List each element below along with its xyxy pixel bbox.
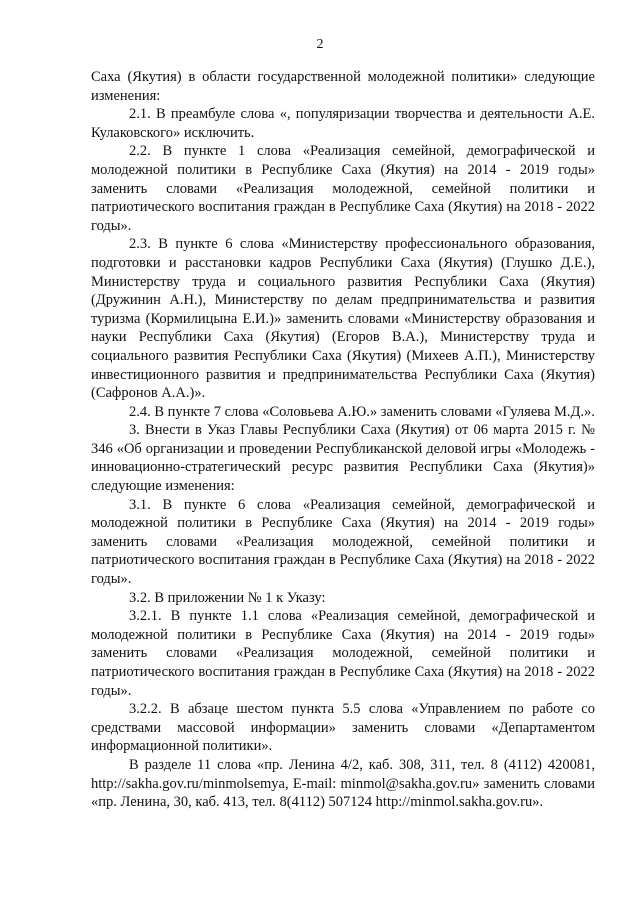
paragraph-continuation: Саха (Якутия) в области государственной молодежной политики» следующие изменения: [91, 69, 595, 104]
paragraph-section-11: В разделе 11 слова «пр. Ленина 4/2, каб. 308, 311, тел. 8 (4112) 420081, http://sakha.gov.ru/minmolsemya, E-mail: minmol@sakha.gov.ru» заменить словами «пр. Ленина, 30, каб. 413, тел. 8(4112) 507124 http://minmol.sakha.gov.ru». [91, 756, 595, 811]
paragraph-2-2: 2.2. В пункте 1 слова «Реализация семейной, демографической и молодежной политики в Республике Саха (Якутия) на 2014 - 2019 годы» заменить словами «Реализация молодежной, семейной политики и патриотического воспитания граждан в Республике Саха (Якутия) на 2018 - 2022 годы». [91, 143, 595, 234]
paragraph-2-4: 2.4. В пункте 7 слова «Соловьева А.Ю.» заменить словами «Гуляева М.Д.». [129, 403, 595, 420]
page-number: 2 [316, 37, 324, 52]
document-body [91, 68, 595, 812]
paragraph-2-3: 2.3. В пункте 6 слова «Министерству профессионального образования, подготовки и расстановки кадров Республики Саха (Якутия) (Глушко Д.Е.), Министерству труда и социального развития Республики Саха (Якутия) (Дружинин А.Н.), Министерству по делам предпринимательства и развития туризма (Кормилицына Е.И.)» заменить словами «Министерству образования и науки Республики Саха (Якутия) (Егоров В.А.), Министерству труда и социального развития Республики Саха (Якутия) (Михеев А.П.), Министерству инвестиционного развития и предпринимательства Республики Саха (Якутия) (Сафронов А.А.)». [91, 236, 595, 402]
paragraph-3-2: 3.2. В приложении № 1 к Указу: [129, 589, 326, 606]
paragraph-3: 3. Внести в Указ Главы Республики Саха (Якутия) от 06 марта 2015 г. № 346 «Об организации и проведении Республиканской деловой игры «Молодежь - инновационно-стратегический ресурс развития Республики Саха (Якутия)» следующие изменения: [91, 422, 595, 495]
paragraph-3-1: 3.1. В пункте 6 слова «Реализация семейной, демографической и молодежной политики в Республике Саха (Якутия) на 2014 - 2019 годы» заменить словами «Реализация молодежной, семейной политики и патриотического воспитания граждан в Республике Саха (Якутия) на 2018 - 2022 годы». [91, 496, 595, 588]
paragraph-2-1: 2.1. В преамбуле слова «, популяризации творчества и деятельности А.Е. Кулаковского» исключить. [91, 106, 595, 141]
paragraph-3-2-2: 3.2.2. В абзаце шестом пункта 5.5 слова «Управлением по работе со средствами массовой информации» заменить словами «Департаментом информационной политики». [91, 701, 595, 755]
paragraph-3-2-1: 3.2.1. В пункте 1.1 слова «Реализация семейной, демографической и молодежной политики в Республике Саха (Якутия) на 2014 - 2019 годы» заменить словами «Реализация молодежной, семейной политики и патриотического воспитания граждан в Республике Саха (Якутия) на 2018 - 2022 годы». [91, 608, 595, 699]
